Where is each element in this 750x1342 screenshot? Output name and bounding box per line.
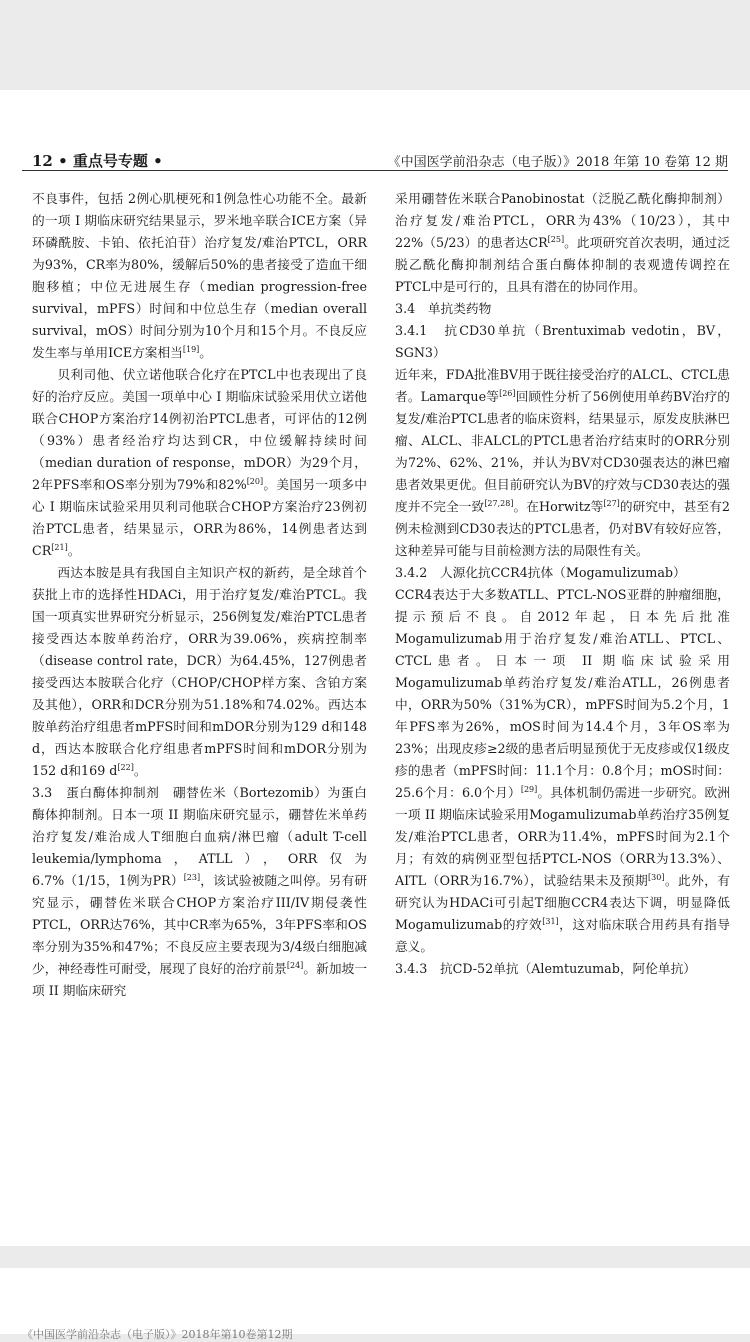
subsection-heading: 3.4.1 抗CD30单抗（Brentuximab vedotin，BV，SGN3） <box>395 323 730 360</box>
paragraph: 西达本胺是具有我国自主知识产权的新药，是全球首个获批上市的选择性HDACi，用于治疗复发/难治PTCL。我国一项真实世界研究分析显示，256例复发/难治PTCL患者接受西达本胺单药治疗，ORR为39.06%，疾病控制率（disease control rate，DCR）为64.45%，127例患者接受西达本胺联合化疗（CHOP/CHOP样方案、含铂方案及其他），ORR和DCR分别为51.18%和74.02%。西达本胺单药治疗组患者mPFS时间和mDOR分别为129 d和148 d，西达本胺联合化疗组患者mPFS时间和mDOR分别为152 d和169 d[22]。 <box>32 565 367 778</box>
section-heading: 3.3 蛋白酶体抑制剂 <box>32 785 160 800</box>
page-number-section: 12 • 重点号专题 • <box>32 152 163 170</box>
journal-title: 《中国医学前沿杂志（电子版）》2018 年第 10 卷第 12 期 <box>387 155 728 170</box>
journal-page <box>0 90 750 1246</box>
next-page-preview[interactable] <box>0 1268 750 1341</box>
next-page-header: 《中国医学前沿杂志（电子版）》2018年第10卷第12期 <box>22 1328 293 1341</box>
right-column <box>395 188 730 980</box>
paragraph: CCR4表达于大多数ATLL、PTCL-NOS亚群的肿瘤细胞，提示预后不良。自2012年起，日本先后批准Mogamulizumab用于治疗复发/难治ATLL、PTCL、CTCL患者。日本一项 II 期临床试验采用Mogamulizumab单药治疗复发/难治ATLL，26例患者中，ORR为50%（31%为CR），mPFS时间为5.2个月，1年PFS率为26%，mOS时间为14.4个月，3年OS率为23%；出现皮疹≥2级的患者后明显预优于无皮疹或仅1级皮疹的患者（mPFS时间：11.1个月：0.8个月；mOS时间：25.6个月：6.0个月）[29]。具体机制仍需进一步研究。欧洲一项 II 期临床试验采用Mogamulizumab单药治疗35例复发/难治PTCL患者，ORR为11.4%，mPFS时间为2.1个月；有效的病例亚型包括PTCL-NOS（ORR为13.3%）、AITL（ORR为16.7%），试验结果未及预期[30]。此外，有研究认为HDACi可引起T细胞CCR4表达下调，明显降低Mogamulizumab的疗效[31]，这对临床联合用药具有指导意义。 <box>395 587 731 954</box>
section-heading: 3.4 单抗类药物 <box>395 301 492 316</box>
left-column <box>32 188 367 1002</box>
paragraph: 不良事件，包括 2例心肌梗死和1例急性心功能不全。最新的一项 I 期临床研究结果显示，罗米地辛联合ICE方案（异环磷酰胺、卡铂、依托泊苷）治疗复发/难治PTCL，ORR为93%，CR率为80%，缓解后50%的患者接受了造血干细胞移植；中位无进展生存（median progression-free survival，mPFS）时间和中位总生存（median overall survival，mOS）时间分别为10个月和15个月。不良反应发生率与单用ICE方案相当[19]。 <box>32 191 367 360</box>
paragraph: 采用硼替佐米联合Panobinostat（泛脱乙酰化酶抑制剂）治疗复发/难治PTCL，ORR为43%（10/23），其中22%（5/23）的患者达CR[25]。此项研究首次表明，通过泛脱乙酰化酶抑制剂结合蛋白酶体抑制的表观遗传调控在PTCL中是可行的，且具有潜在的协同作用。 <box>395 191 730 294</box>
subsection-heading: 3.4.2 人源化抗CCR4抗体（Mogamulizumab） <box>395 565 686 580</box>
page-header <box>22 150 728 171</box>
paragraph: 3.3 蛋白酶体抑制剂 硼替佐米（Bortezomib）为蛋白酶体抑制剂。日本一项 II 期临床研究显示，硼替佐米单药治疗复发/难治成人T细胞白血病/淋巴瘤（adult T-cell leukemia/lymphoma，ATLL），ORR仅为6.7%（1/15，1例为PR）[23]，该试验被随之叫停。另有研究显示，硼替佐米联合CHOP方案治疗III/IV期侵袭性PTCL，ORR达76%，其中CR率为65%，3年PFS率和OS率分别为35%和47%；不良反应主要表现为3/4级白细胞减少，神经毒性可耐受，展现了良好的治疗前景[24]。新加坡一项 II 期临床研究 <box>32 785 368 998</box>
paragraph: 近年来，FDA批准BV用于既往接受治疗的ALCL、CTCL患者。Lamarque等[26]回顾性分析了56例使用单药BV治疗的复发/难治PTCL患者的临床资料，结果显示，原发皮肤淋巴瘤、ALCL、非ALCL的PTCL患者治疗结束时的ORR分别为72%、62%、21%，并认为BV对CD30强表达的淋巴瘤患者效果更优。但目前研究认为BV的疗效与CD30表达的强度并不完全一致[27,28]。在Horwitz等[27]的研究中，甚至有2例未检测到CD30表达的PTCL患者，仍对BV有较好应答，这种差异可能与目前检测方法的局限性有关。 <box>395 367 730 558</box>
paragraph: 贝利司他、伏立诺他联合化疗在PTCL中也表现出了良好的治疗反应。美国一项单中心 I 期临床试验采用伏立诺他联合CHOP方案治疗14例初治PTCL患者，可评估的12例（93%）患者经治疗均达到CR，中位缓解持续时间（median duration of response，mDOR）为29个月，2年PFS率和OS率分别为79%和82%[20]。美国另一项多中心 I 期临床试验采用贝利司他联合CHOP方案治疗23例初治PTCL患者，结果显示，ORR为86%，14例患者达到CR[21]。 <box>32 367 367 558</box>
subsection-heading: 3.4.3 抗CD-52单抗（Alemtuzumab，阿伦单抗） <box>395 961 696 976</box>
